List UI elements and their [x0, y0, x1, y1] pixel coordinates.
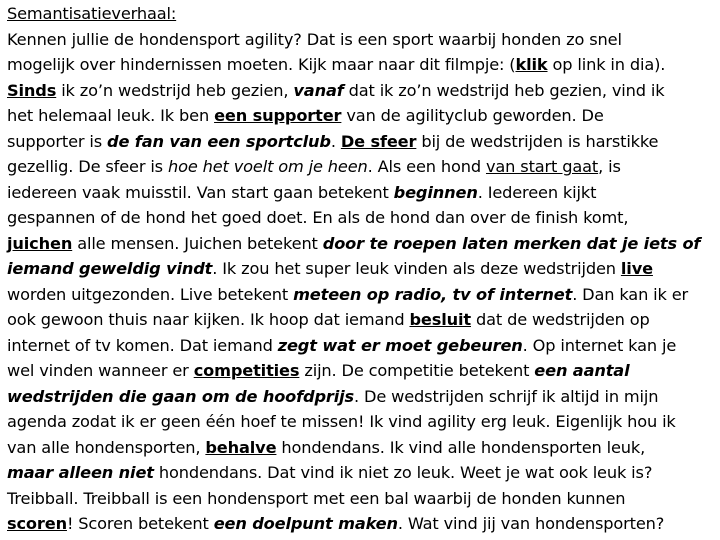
text-line	[7, 154, 714, 180]
text-segment: . Wat vind jij van hondensporten?	[397, 514, 665, 533]
text-line	[7, 256, 714, 282]
text-segment: bij de wedstrijden is harstikke	[416, 131, 659, 151]
text-line	[7, 78, 714, 104]
text-segment: van alle hondensporten,	[7, 437, 206, 457]
text-segment: hondendans. Dat vind ik niet zo leuk. Weet je wat ook leuk is?	[153, 463, 653, 482]
text-line	[7, 129, 714, 155]
text-segment: agenda zodat ik er geen één hoef te missen! Ik vind agility erg leuk. Eigenlijk hou ik	[7, 412, 676, 431]
emphasized-term: klik	[515, 55, 548, 74]
text-line	[7, 307, 714, 333]
text-line	[7, 231, 714, 257]
text-line	[7, 511, 714, 537]
emphasized-term: Sinds	[7, 80, 57, 100]
emphasized-term: door te roepen laten merken dat je iets of	[322, 233, 701, 253]
emphasized-term: scoren	[7, 514, 67, 533]
emphasized-term: een supporter	[214, 106, 342, 125]
document-body	[7, 27, 714, 537]
emphasized-term: van start gaat	[485, 157, 599, 176]
text-segment: .	[330, 131, 341, 151]
text-line	[7, 52, 714, 78]
text-segment: Kennen jullie de hondensport agility? Dat is een sport waarbij honden zo snel	[7, 29, 622, 49]
text-line	[7, 27, 714, 53]
text-line	[7, 435, 714, 461]
text-segment: . De wedstrijden schrijf ik altijd in mijn	[354, 386, 659, 406]
text-line	[7, 205, 714, 231]
text-line	[7, 103, 714, 129]
text-segment: ook gewoon thuis naar kijken. Ik hoop dat iemand	[7, 310, 410, 329]
emphasized-term: een aantal	[534, 361, 630, 380]
text-segment: mogelijk over hindernissen moeten. Kijk maar naar dit filmpje: (	[7, 55, 516, 74]
text-segment: op link in dia).	[547, 55, 666, 74]
text-line	[7, 333, 714, 359]
text-segment: supporter is	[7, 131, 108, 151]
emphasized-term: meteen op radio, tv of internet	[293, 284, 573, 304]
text-line	[7, 384, 714, 410]
text-segment: Treibball. Treibball is een hondensport met een bal waarbij de honden kunnen	[7, 488, 626, 508]
text-segment: alle mensen. Juichen betekent	[72, 233, 323, 253]
emphasized-term: live	[620, 259, 653, 278]
text-segment: dat ik zo’n wedstrijd heb gezien, vind ik	[343, 80, 665, 100]
emphasized-term: iemand geweldig vindt	[7, 259, 213, 278]
emphasized-term: wedstrijden die gaan om de hoofdprijs	[7, 386, 355, 406]
text-segment: . Als een hond	[367, 157, 486, 176]
text-segment: . Iedereen kijkt	[477, 182, 597, 202]
text-segment: worden uitgezonden. Live betekent	[7, 284, 294, 304]
text-segment: dat de wedstrijden op	[471, 310, 650, 329]
text-segment: het helemaal leuk. Ik ben	[7, 106, 215, 125]
emphasized-term: beginnen	[393, 182, 478, 202]
text-line	[7, 460, 714, 486]
text-segment: wel vinden wanneer er	[7, 361, 194, 380]
text-segment: , is	[598, 157, 621, 176]
text-segment: gespannen of de hond het goed doet. En als de hond dan over de finish komt,	[7, 208, 629, 227]
emphasized-term: een doelpunt maken	[213, 514, 398, 533]
emphasized-term: juichen	[7, 233, 73, 253]
text-segment: . Ik zou het super leuk vinden als deze wedstrijden	[212, 259, 621, 278]
text-segment: iedereen vaak muisstil. Van start gaan betekent	[7, 182, 394, 202]
text-line	[7, 409, 714, 435]
text-line	[7, 180, 714, 206]
emphasized-term: vanaf	[293, 80, 344, 100]
emphasized-term: De sfeer	[340, 131, 417, 151]
text-segment: zijn. De competitie betekent	[299, 361, 535, 380]
text-line	[7, 358, 714, 384]
text-line	[7, 282, 714, 308]
document-title: Semantisatieverhaal:	[7, 4, 177, 23]
emphasized-term: hoe het voelt om je heen	[167, 157, 368, 176]
emphasized-term: competities	[193, 361, 300, 380]
text-segment: hondendans. Ik vind alle hondensporten leuk,	[276, 437, 646, 457]
emphasized-term: zegt wat er moet gebeuren	[277, 335, 523, 355]
emphasized-term: maar alleen niet	[7, 463, 154, 482]
text-segment: van de agilityclub geworden. De	[341, 106, 604, 125]
text-segment: gezellig. De sfeer is	[7, 157, 168, 176]
text-segment: ! Scoren betekent	[66, 514, 214, 533]
emphasized-term: de fan van een sportclub	[107, 131, 331, 151]
emphasized-term: behalve	[205, 437, 277, 457]
emphasized-term: besluit	[409, 310, 471, 329]
text-segment: ik zo’n wedstrijd heb gezien,	[56, 80, 294, 100]
text-segment: . Dan kan ik er	[572, 284, 689, 304]
text-segment: . Op internet kan je	[522, 335, 677, 355]
text-line	[7, 486, 714, 512]
text-segment: internet of tv komen. Dat iemand	[7, 335, 278, 355]
